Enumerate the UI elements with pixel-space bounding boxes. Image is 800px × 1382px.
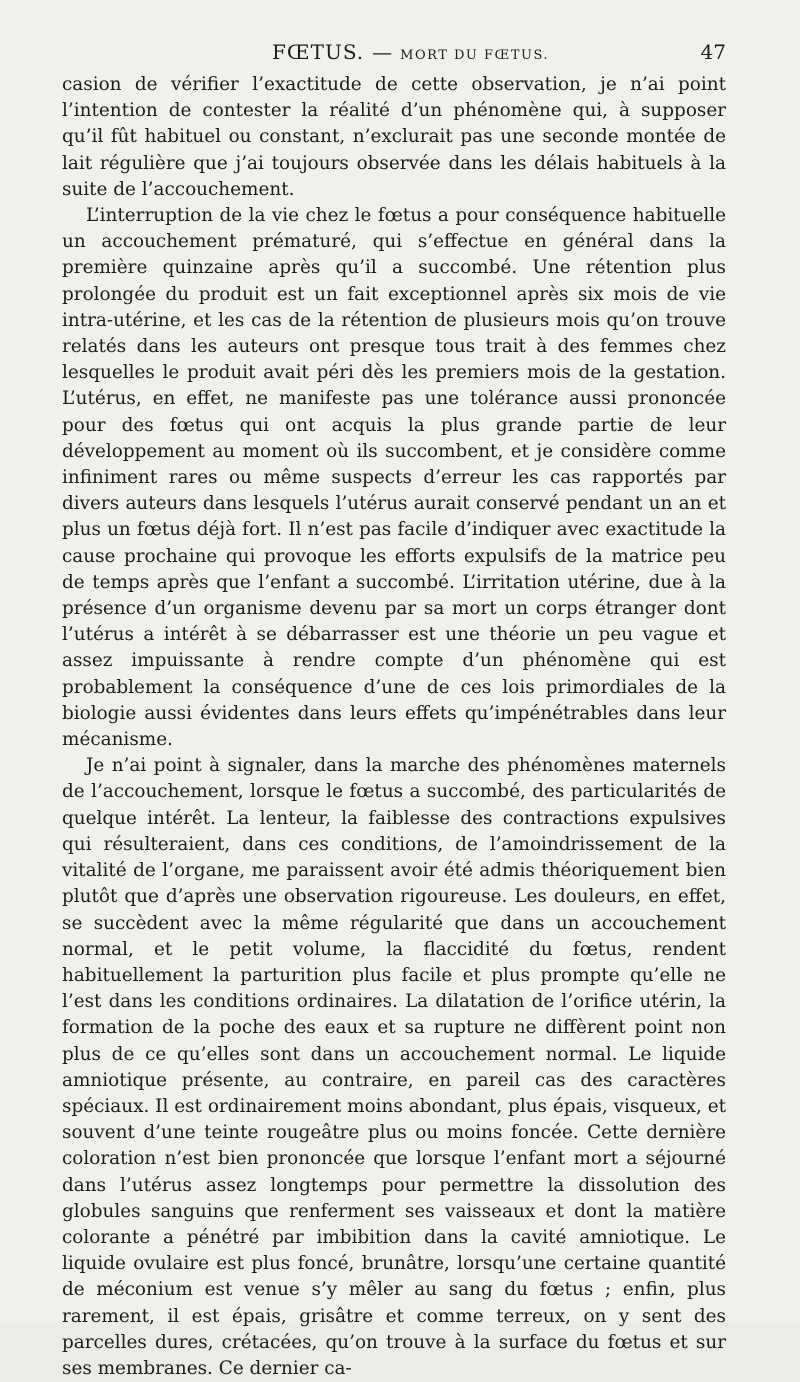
header-dash: — [372,40,393,64]
running-title: FŒTUS. [272,40,365,64]
running-header [62,40,726,68]
paragraph-phenomenes: Je n’ai point à signaler, dans la marche des phénomènes maternels de l’accouchement, lorsque le fœtus a succombé, des particularités de quelque intérêt. La lenteur, la faiblesse des contractions expulsives qui résulteraient, dans ces conditions, de l’amoindrissement de la vitalité de l’organe, me paraissent avoir été admis théoriquement bien plutôt que d’après une observation rigoureuse. Les douleurs, en effet, se succèdent avec la même régularité que dans un accouchement normal, et le petit volume, la flaccidité du fœtus, rendent habituellement la parturition plus facile et plus prompte qu’elle ne l’est dans les conditions ordinaires. La dilatation de l’orifice utérin, la formation de la poche des eaux et sa rupture ne diffèrent point non plus de ce qu’elles sont dans un accouchement normal. Le liquide amniotique présente, au contraire, en pareil cas des caractères spéciaux. Il est ordinairement moins abondant, plus épais, visqueux, et souvent d’une teinte rougeâtre plus ou moins foncée. Cette dernière coloration n’est bien prononcée que lorsque l’enfant mort a séjourné dans l’utérus assez longtemps pour permettre la dissolution des globules sanguins que renferment ses vaisseaux et dont la matière colorante a pénétré par imbibition dans la cavité amniotique. Le liquide ovulaire est plus foncé, brunâtre, lorsqu’une certaine quantité de méconium est venue s’y mêler au sang du fœtus ; enfin, plus rarement, il est épais, grisâtre et comme terreux, on y sent des parcelles dures, crétacées, qu’on trouve à la surface du fœtus et sur ses membranes. Ce dernier ca- [62,755,726,1379]
section-title: MORT DU FŒTUS. [400,48,550,63]
body-text [62,72,726,1382]
paragraph-interruption: L’interruption de la vie chez le fœtus a pour conséquence habituelle un accouchement prématuré, qui s’effectue en général dans la première quinzaine après qu’il a succombé. Une rétention plus prolongée du produit est un fait exceptionnel après six mois de vie intra-utérine, et les cas de la rétention de plusieurs mois qu’on trouve relatés dans les auteurs ont presque tous trait à des femmes chez lesquelles le produit avait péri dès les premiers mois de la gestation. L’utérus, en effet, ne manifeste pas une tolérance aussi prononcée pour des fœtus qui ont acquis la plus grande partie de leur développement au moment où ils succombent, et je considère comme infiniment rares ou même suspects d’erreur les cas rapportés par divers auteurs dans lesquels l’utérus aurait conservé pendant un an et plus un fœtus déjà fort. Il n’est pas facile d’indiquer avec exactitude la cause prochaine qui provoque les efforts expulsifs de la matrice peu de temps après que l’enfant a succombé. L’irritation utérine, due à la présence d’un organisme devenu par sa mort un corps étranger dont l’utérus a intérêt à se débarrasser est une théorie un peu vague et assez impuissante à rendre compte d’un phénomène qui est probablement la conséquence d’une de ces lois primordiales de la biologie aussi évidentes dans leurs effets qu’impénétrables dans leur mécanisme. [62,205,726,751]
paragraph-continuation: casion de vérifier l’exactitude de cette observation, je n’ai point l’intention de contester la réalité d’un phénomène qui, à supposer qu’il fût habituel ou constant, n’exclurait pas une seconde montée de lait régulière que j’ai toujours observée dans les délais habituels à la suite de l’accouchement. [62,74,726,200]
page-number: 47 [700,40,726,64]
header-title-block [272,40,549,64]
